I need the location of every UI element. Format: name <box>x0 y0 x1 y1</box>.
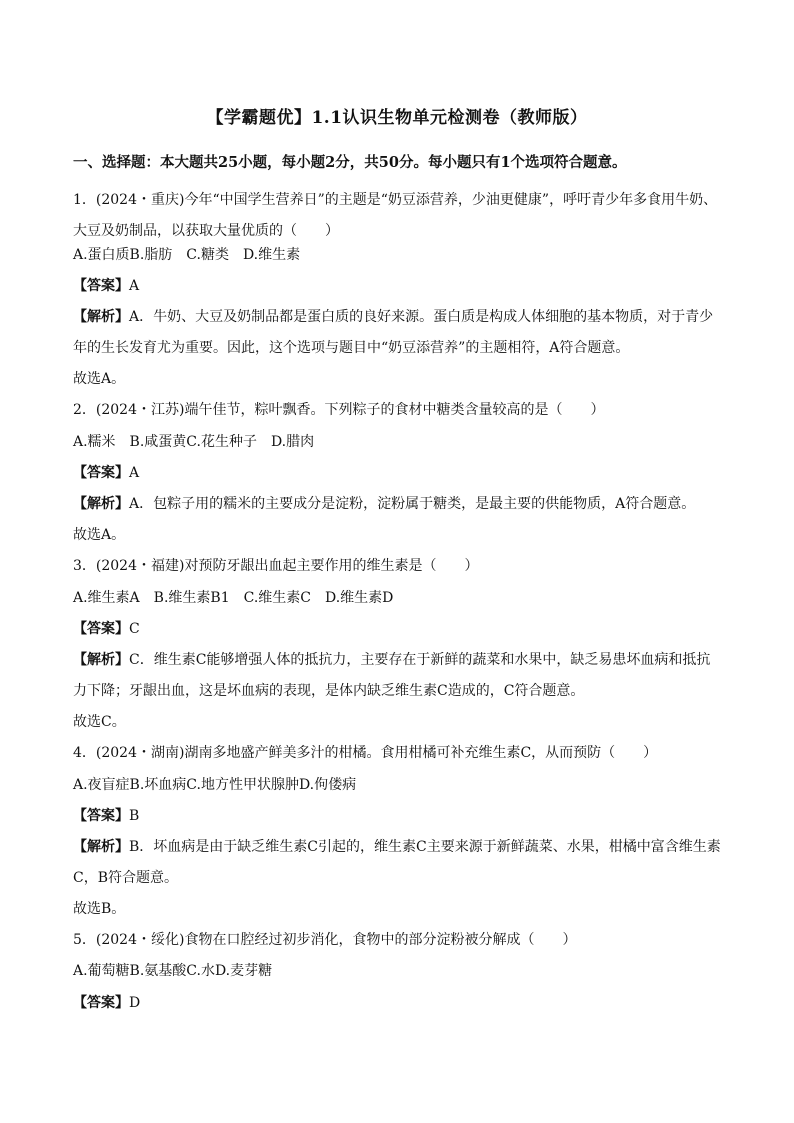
question-5-answer <box>73 993 140 1013</box>
analysis-label: 【解析】 <box>73 496 129 512</box>
analysis-text: C．维生素C能够增强人体的抵抗力，主要存在于新鲜的蔬菜和水果中，缺乏易患坏血病和抵抗力下降；牙龈出血，这是坏血病的表现，是体内缺乏维生素C造成的，C符合题意。 <box>73 652 711 699</box>
question-1-stem: 1．(2024・重庆)今年“中国学生营养日”的主题是“奶豆添营养，少油更健康”，呼吁青少年多食用牛奶、大豆及奶制品，以获取大量优质的（ ） <box>73 192 718 239</box>
analysis-text: B．坏血病是由于缺乏维生素C引起的，维生素C主要来源于新鲜蔬菜、水果，柑橘中富含维生素C，B符合题意。 <box>73 839 721 886</box>
question-4-options: A.夜盲症B.坏血病C.地方性甲状腺肿D.佝偻病 <box>73 777 357 793</box>
question-2-conclusion: 故选A。 <box>73 527 126 543</box>
question-3-answer <box>73 619 140 639</box>
answer-value: D <box>129 995 141 1011</box>
question-5-options: A.葡萄糖B.氨基酸C.水D.麦芽糖 <box>73 963 273 979</box>
question-3-options: A.维生素A B.维生素B1 C.维生素C D.维生素D <box>73 590 394 606</box>
question-1-conclusion: 故选A。 <box>73 371 126 387</box>
question-4-answer <box>73 806 139 826</box>
question-2-stem: 2．(2024・江苏)端午佳节，粽叶飘香。下列粽子的食材中糖类含量较高的是（ ） <box>73 402 605 418</box>
page-title: 【学霸题优】1.1认识生物单元检测卷（教师版） <box>206 108 588 128</box>
question-4-analysis <box>73 832 723 894</box>
answer-value: B <box>129 808 140 824</box>
answer-label: 【答案】 <box>73 808 129 824</box>
answer-label: 【答案】 <box>73 278 129 294</box>
question-3-conclusion: 故选C。 <box>73 714 126 730</box>
question-1-answer <box>73 276 139 296</box>
answer-label: 【答案】 <box>73 465 129 481</box>
answer-value: A <box>129 278 140 294</box>
answer-label: 【答案】 <box>73 621 129 637</box>
section-heading: 一、选择题：本大题共25小题，每小题2分，共50分。每小题只有1个选项符合题意。 <box>73 154 627 171</box>
question-2-analysis <box>73 494 695 514</box>
analysis-text: A．包粽子用的糯米的主要成分是淀粉，淀粉属于糖类，是最主要的供能物质，A符合题意。 <box>129 496 696 512</box>
question-2-answer <box>73 463 139 483</box>
question-4-stem: 4．(2024・湖南)湖南多地盛产鲜美多汁的柑橘。食用柑橘可补充维生素C，从而预防（ ） <box>73 745 658 761</box>
analysis-text: A．牛奶、大豆及奶制品都是蛋白质的良好来源。蛋白质是构成人体细胞的基本物质，对于青少年的生长发育尤为重要。因此，这个选项与题目中“奶豆添营养”的主题相符，A符合题意。 <box>73 309 714 356</box>
question-3-analysis <box>73 645 723 707</box>
answer-value: C <box>129 621 140 637</box>
analysis-label: 【解析】 <box>73 839 129 855</box>
question-3-stem: 3．(2024・福建)对预防牙龈出血起主要作用的维生素是（ ） <box>73 558 479 574</box>
question-5-stem: 5．(2024・绥化)食物在口腔经过初步消化，食物中的部分淀粉被分解成（ ） <box>73 932 577 948</box>
analysis-label: 【解析】 <box>73 309 129 325</box>
question-1-options: A.蛋白质B.脂肪 C.糖类 D.维生素 <box>73 247 301 263</box>
answer-label: 【答案】 <box>73 995 129 1011</box>
question-2-options: A.糯米 B.咸蛋黄C.花生种子 D.腊肉 <box>73 434 315 450</box>
question-1-analysis <box>73 302 723 364</box>
answer-value: A <box>129 465 140 481</box>
question-4-conclusion: 故选B。 <box>73 901 126 917</box>
analysis-label: 【解析】 <box>73 652 129 668</box>
